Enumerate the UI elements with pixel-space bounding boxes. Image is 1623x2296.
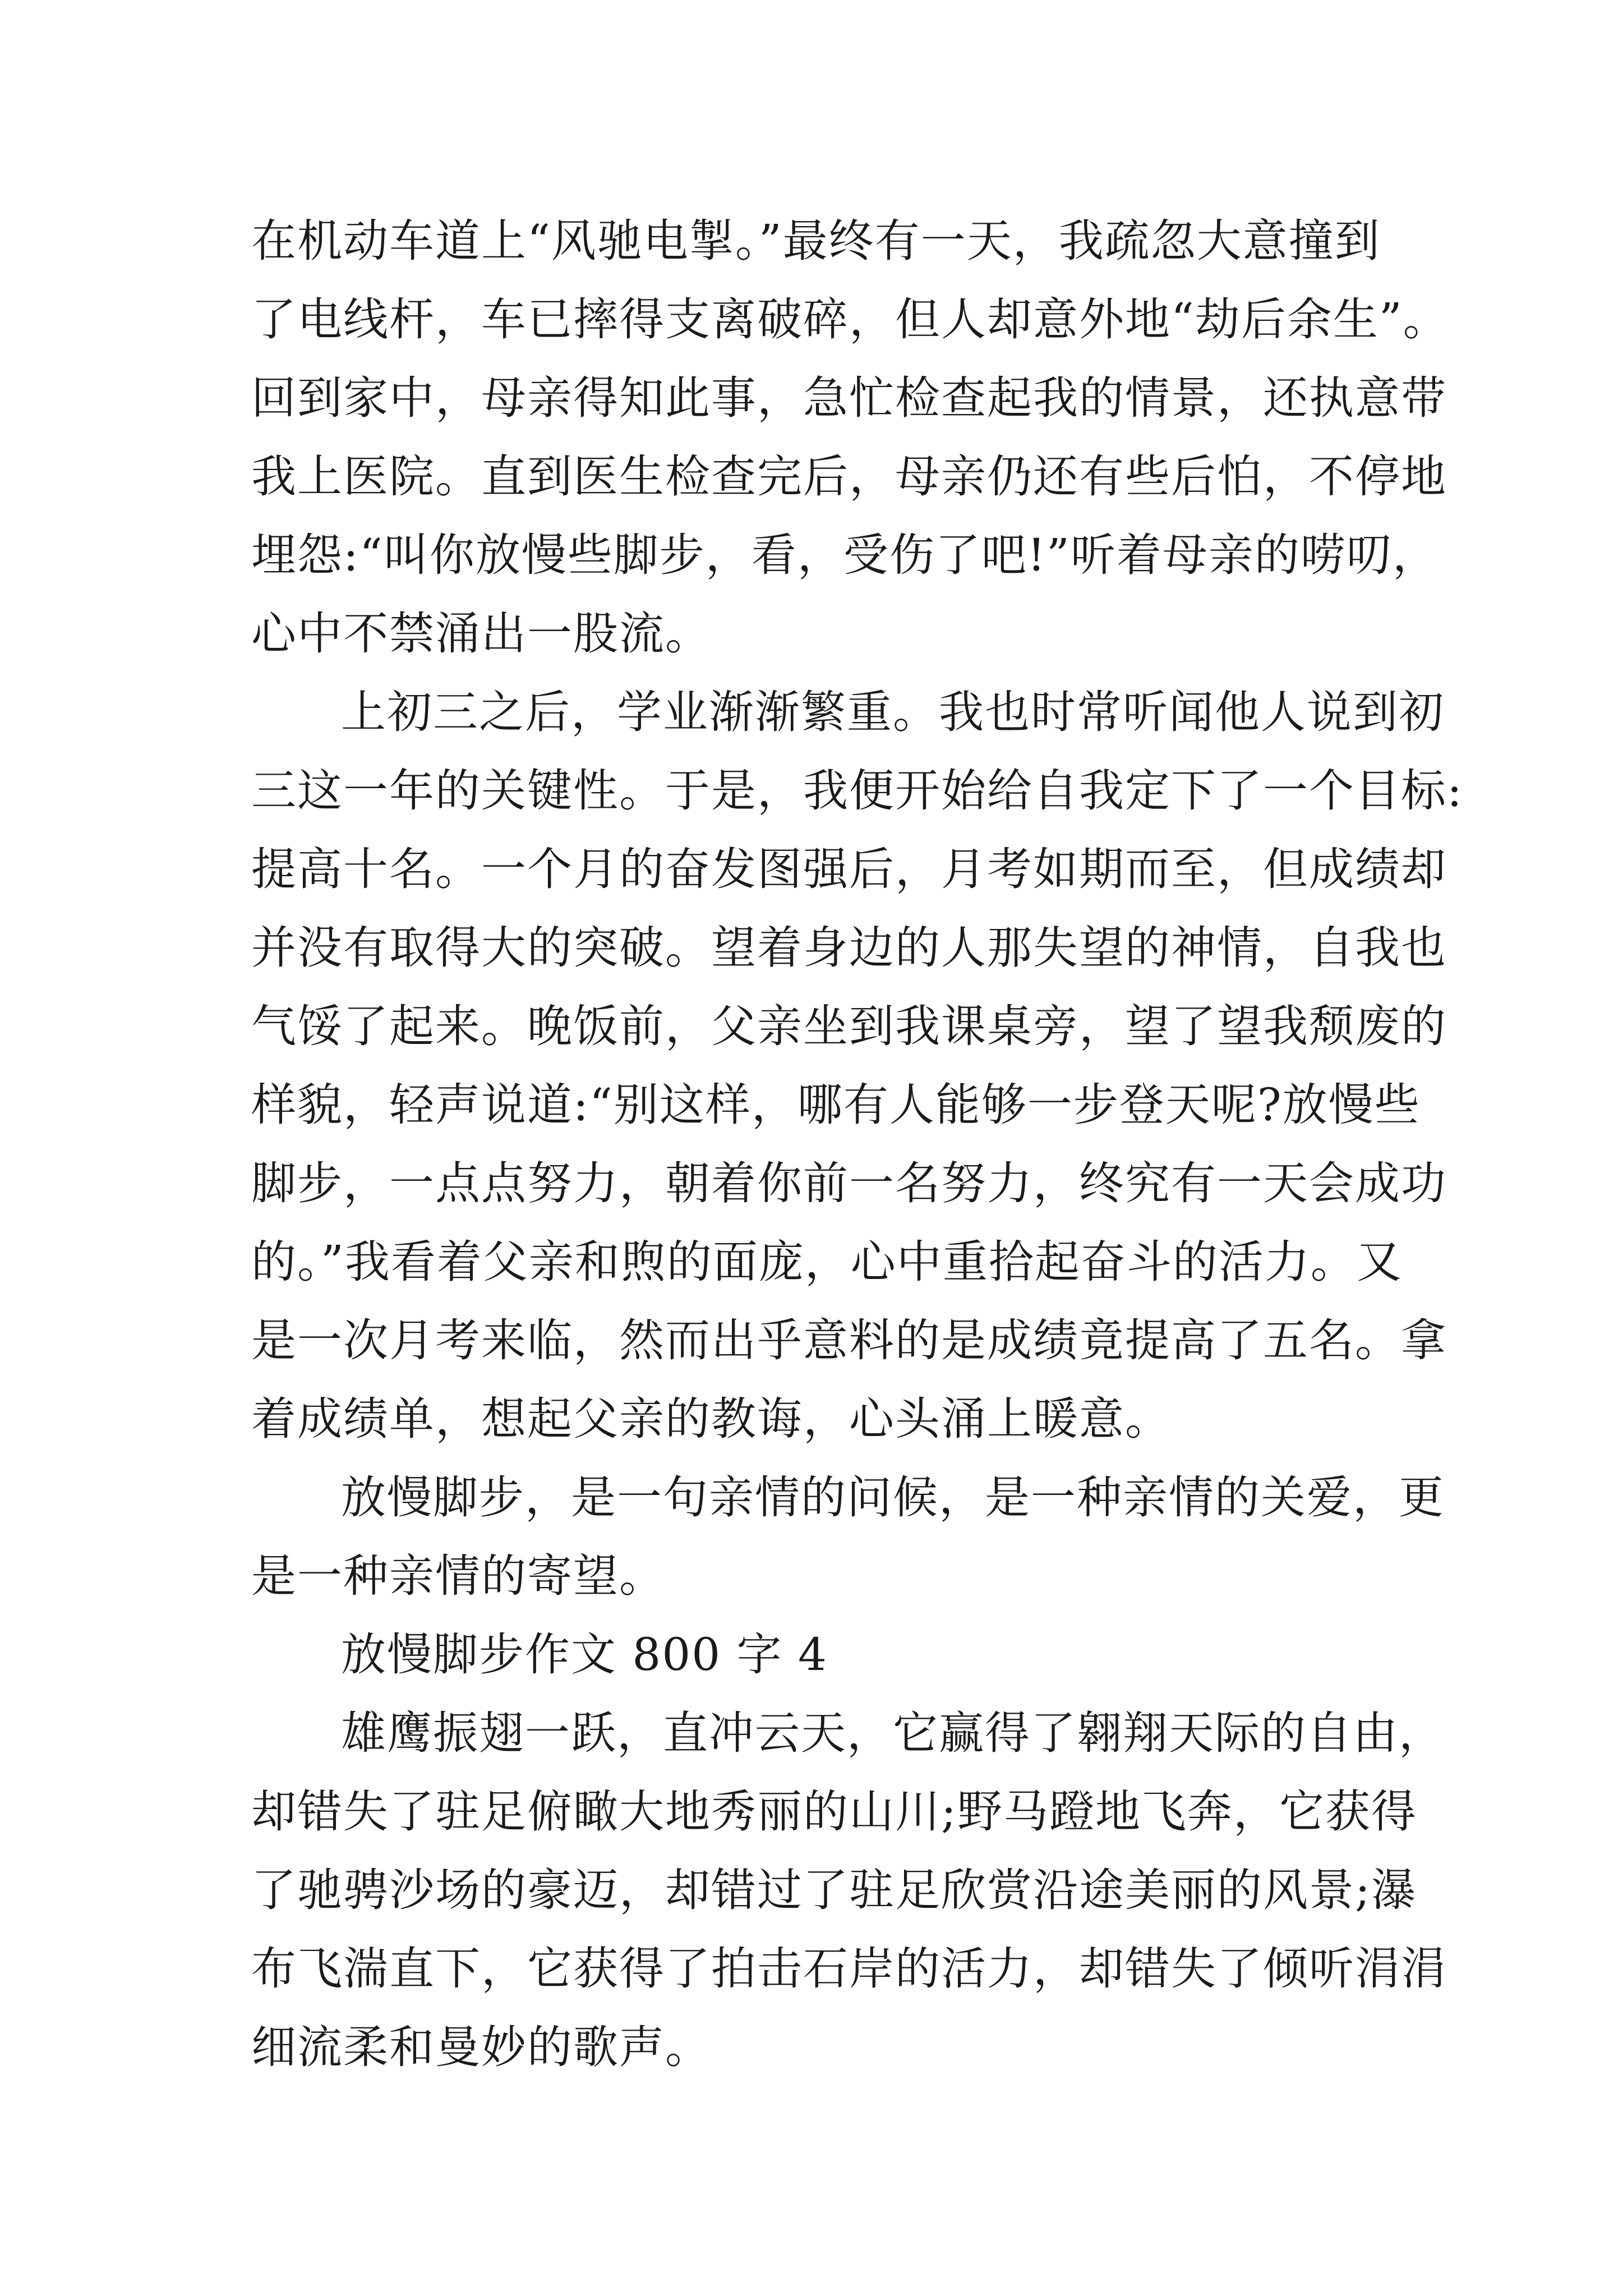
section-heading: 放慢脚步作文 800 字 4: [341, 1628, 828, 1681]
text-line: 在机动车道上“风驰电掣。”最终有一天，我疏忽大意撞到: [251, 215, 1381, 267]
paragraph-start-line: 放慢脚步，是一句亲情的问候，是一种亲情的关爱，更: [341, 1471, 1445, 1524]
text-line: 样貌，轻声说道:“别这样，哪有人能够一步登天呢?放慢些: [251, 1079, 1421, 1131]
paragraph-start-line: 雄鹰振翅一跃，直冲云天，它赢得了翱翔天际的自由，: [341, 1707, 1445, 1759]
text-line: 回到家中，母亲得知此事，急忙检查起我的情景，还执意带: [251, 372, 1447, 424]
paragraph-start-line: 上初三之后，学业渐渐繁重。我也时常听闻他人说到初: [341, 686, 1445, 738]
text-line: 布飞湍直下，它获得了拍击石岸的活力，却错失了倾听涓涓: [251, 1943, 1447, 1995]
text-line: 心中不禁涌出一股流。: [251, 608, 711, 660]
text-line: 是一种亲情的寄望。: [251, 1550, 665, 1602]
text-line: 脚步，一点点努力，朝着你前一名努力，终究有一天会成功: [251, 1157, 1447, 1209]
text-line: 是一次月考来临，然而出乎意料的是成绩竟提高了五名。拿: [251, 1314, 1447, 1366]
text-line: 却错失了驻足俯瞰大地秀丽的山川;野马蹬地飞奔，它获得: [251, 1786, 1417, 1838]
text-line: 埋怨:“叫你放慢些脚步，看，受伤了吧!”听着母亲的唠叨，: [251, 529, 1438, 581]
text-line: 了驰骋沙场的豪迈，却错过了驻足欣赏沿途美丽的风景;瀑: [251, 1864, 1417, 1916]
text-line: 我上医院。直到医生检查完后，母亲仍还有些后怕，不停地: [251, 450, 1447, 503]
text-line: 的。”我看着父亲和煦的面庞，心中重拾起奋斗的活力。又: [251, 1236, 1403, 1288]
text-line: 细流柔和曼妙的歌声。: [251, 2021, 711, 2073]
text-line: 了电线杆，车已摔得支离破碎，但人却意外地“劫后余生”。: [251, 293, 1449, 346]
text-line: 并没有取得大的突破。望着身边的人那失望的神情，自我也: [251, 922, 1447, 974]
text-line: 着成绩单，想起父亲的教诲，心头涌上暖意。: [251, 1393, 1171, 1445]
document-body: [251, 202, 1463, 2087]
text-line: 三这一年的关键性。于是，我便开始给自我定下了一个目标:: [251, 765, 1463, 817]
text-line: 提高十名。一个月的奋发图强后，月考如期而至，但成绩却: [251, 843, 1447, 895]
text-line: 气馁了起来。晚饭前，父亲坐到我课桌旁，望了望我颓废的: [251, 1000, 1447, 1052]
